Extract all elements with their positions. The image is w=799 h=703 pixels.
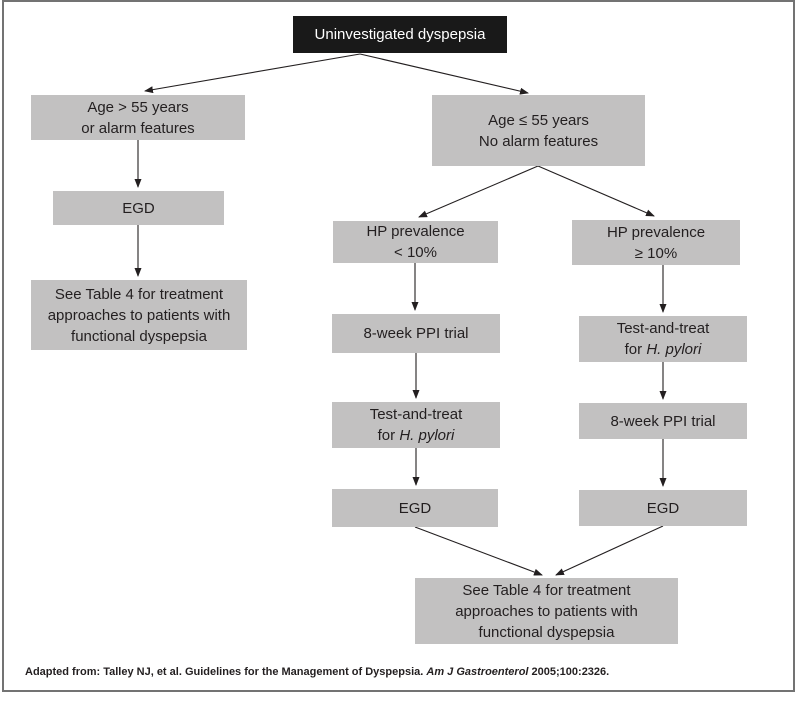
h-pylori-italic: H. pylori (646, 341, 702, 358)
node-label: Age ≤ 55 years (488, 111, 589, 129)
node-label: ≥ 10% (634, 244, 678, 262)
node-label: HP prevalence (606, 223, 706, 241)
node-label: See Table 4 for treatment (462, 581, 631, 599)
node-label: functional dyspepsia (71, 327, 207, 345)
arrow-title-to-age-under-55 (360, 54, 528, 93)
node-see-table-4-left (31, 280, 247, 350)
node-label: approaches to patients with (455, 602, 638, 620)
node-label: 8-week PPI trial (610, 412, 716, 430)
node-label: Test-and-treat (616, 320, 710, 337)
node-label: for H. pylori (377, 427, 455, 444)
node-label: EGD (122, 199, 155, 217)
node-label: < 10% (394, 244, 437, 261)
node-hp-prevalence-low (333, 221, 498, 263)
node-ppi-trial-right (579, 403, 747, 439)
node-egd-right (579, 490, 747, 526)
node-label: functional dyspepsia (478, 623, 615, 641)
h-pylori-italic: H. pylori (399, 427, 455, 444)
node-age-over-55-alarm (31, 95, 245, 140)
node-label: See Table 4 for treatment (54, 285, 224, 303)
node-label: Uninvestigated dyspepsia (314, 26, 486, 43)
node-hp-prevalence-high (572, 220, 740, 265)
source-citation: Adapted from: Talley NJ, et al. Guidelines for the Management of Dyspepsia. Am J Gastroenterol 2005;100:2326. (25, 666, 610, 678)
node-egd-mid (332, 489, 498, 527)
node-see-table-4-bottom (415, 578, 678, 644)
node-label: for H. pylori (624, 341, 702, 358)
node-test-and-treat-mid (332, 402, 500, 448)
node-label: 8-week PPI trial (363, 325, 469, 342)
node-test-and-treat-right (579, 316, 747, 362)
node-label: EGD (646, 499, 680, 517)
node-ppi-trial-mid (332, 314, 500, 353)
arrow-age-under-to-hp-high (538, 166, 654, 216)
node-label: EGD (398, 499, 432, 517)
arrow-egd-mid-to-table-bottom (415, 527, 542, 575)
arrow-age-under-to-hp-low (419, 166, 538, 217)
node-label: Test-and-treat (369, 406, 463, 423)
journal-name-italic: Am J Gastroenterol (426, 666, 529, 678)
node-uninvestigated-dyspepsia (293, 16, 507, 53)
node-label: Age > 55 years (87, 98, 189, 116)
node-age-under-55-no-alarm (432, 95, 645, 166)
arrow-egd-right-to-table-bottom (556, 526, 663, 575)
node-egd-left (53, 191, 224, 225)
node-label: or alarm features (81, 119, 195, 137)
node-label: HP prevalence (366, 223, 465, 240)
arrow-title-to-age-over-55 (145, 54, 360, 91)
node-label: No alarm features (478, 132, 599, 150)
node-label: approaches to patients with (47, 306, 231, 324)
